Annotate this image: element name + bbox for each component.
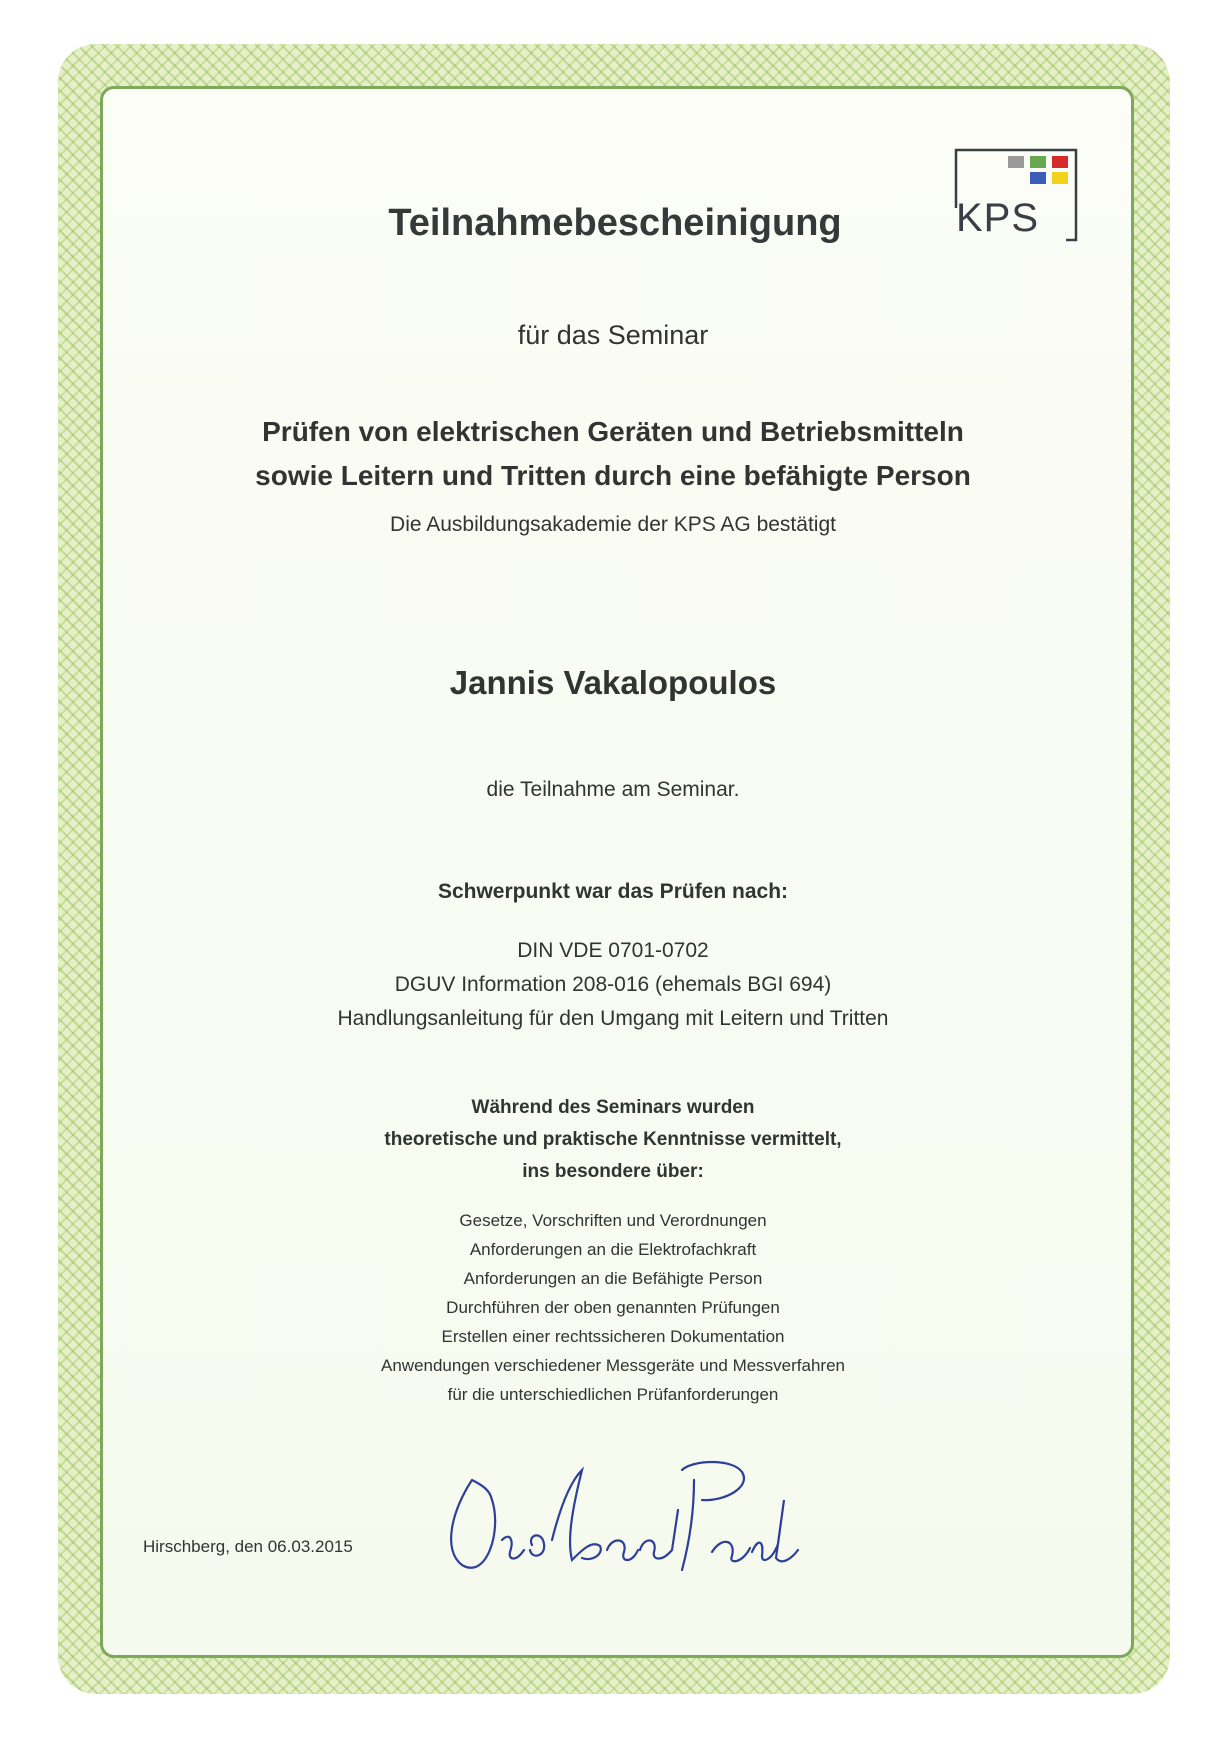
- content-heading-line-3: ins besondere über:: [522, 1161, 704, 1182]
- focus-item: Handlungsanleitung für den Umgang mit Leitern und Tritten: [337, 1007, 889, 1030]
- place-date: Hirschberg, den 06.03.2015: [143, 1537, 353, 1556]
- seminar-title-line-1: Prüfen von elektrischen Geräten und Betriebsmitteln: [262, 416, 964, 447]
- confirmation-text: Die Ausbildungsakademie der KPS AG bestätigt: [390, 513, 836, 536]
- topic-item: Erstellen einer rechtssicheren Dokumentation: [441, 1327, 785, 1346]
- topic-item: Anforderungen an die Befähigte Person: [463, 1269, 763, 1288]
- signature-stroke: [451, 1462, 798, 1570]
- signature: [432, 1440, 802, 1590]
- certificate-title: Teilnahmebescheinigung: [388, 202, 842, 244]
- topic-item: für die unterschiedlichen Prüfanforderungen: [447, 1385, 779, 1404]
- logo-text: KPS: [956, 196, 1040, 240]
- content-heading: [0, 1092, 1226, 1188]
- seminar-title: [0, 410, 1226, 498]
- logo-square-red: [1052, 156, 1068, 168]
- topic-item: Durchführen der oben genannten Prüfungen: [446, 1298, 780, 1317]
- topic-item: Anwendungen verschiedener Messgeräte und Messverfahren: [381, 1356, 845, 1375]
- content-heading-line-2: theoretische und praktische Kenntnisse vermittelt,: [384, 1129, 842, 1150]
- topic-item: Anforderungen an die Elektrofachkraft: [469, 1240, 757, 1259]
- participation-text: die Teilnahme am Seminar.: [486, 778, 740, 801]
- focus-list: [0, 934, 1226, 1036]
- topic-item: Gesetze, Vorschriften und Verordnungen: [459, 1211, 767, 1230]
- content-heading-line-1: Während des Seminars wurden: [471, 1097, 755, 1118]
- logo-square-blue: [1030, 172, 1046, 184]
- participant-name: Jannis Vakalopoulos: [449, 664, 777, 701]
- seminar-title-line-2: sowie Leitern und Tritten durch eine befähigte Person: [255, 460, 971, 491]
- focus-item: DGUV Information 208-016 (ehemals BGI 694): [394, 973, 832, 996]
- focus-item: DIN VDE 0701-0702: [517, 939, 709, 962]
- certificate-subtitle: für das Seminar: [517, 320, 709, 350]
- logo-square-yellow: [1052, 172, 1068, 184]
- signature-graphic: [432, 1440, 802, 1590]
- focus-heading: Schwerpunkt war das Prüfen nach:: [437, 880, 789, 903]
- topics-list: [0, 1206, 1226, 1409]
- logo-square-gray: [1008, 156, 1024, 168]
- logo-square-green: [1030, 156, 1046, 168]
